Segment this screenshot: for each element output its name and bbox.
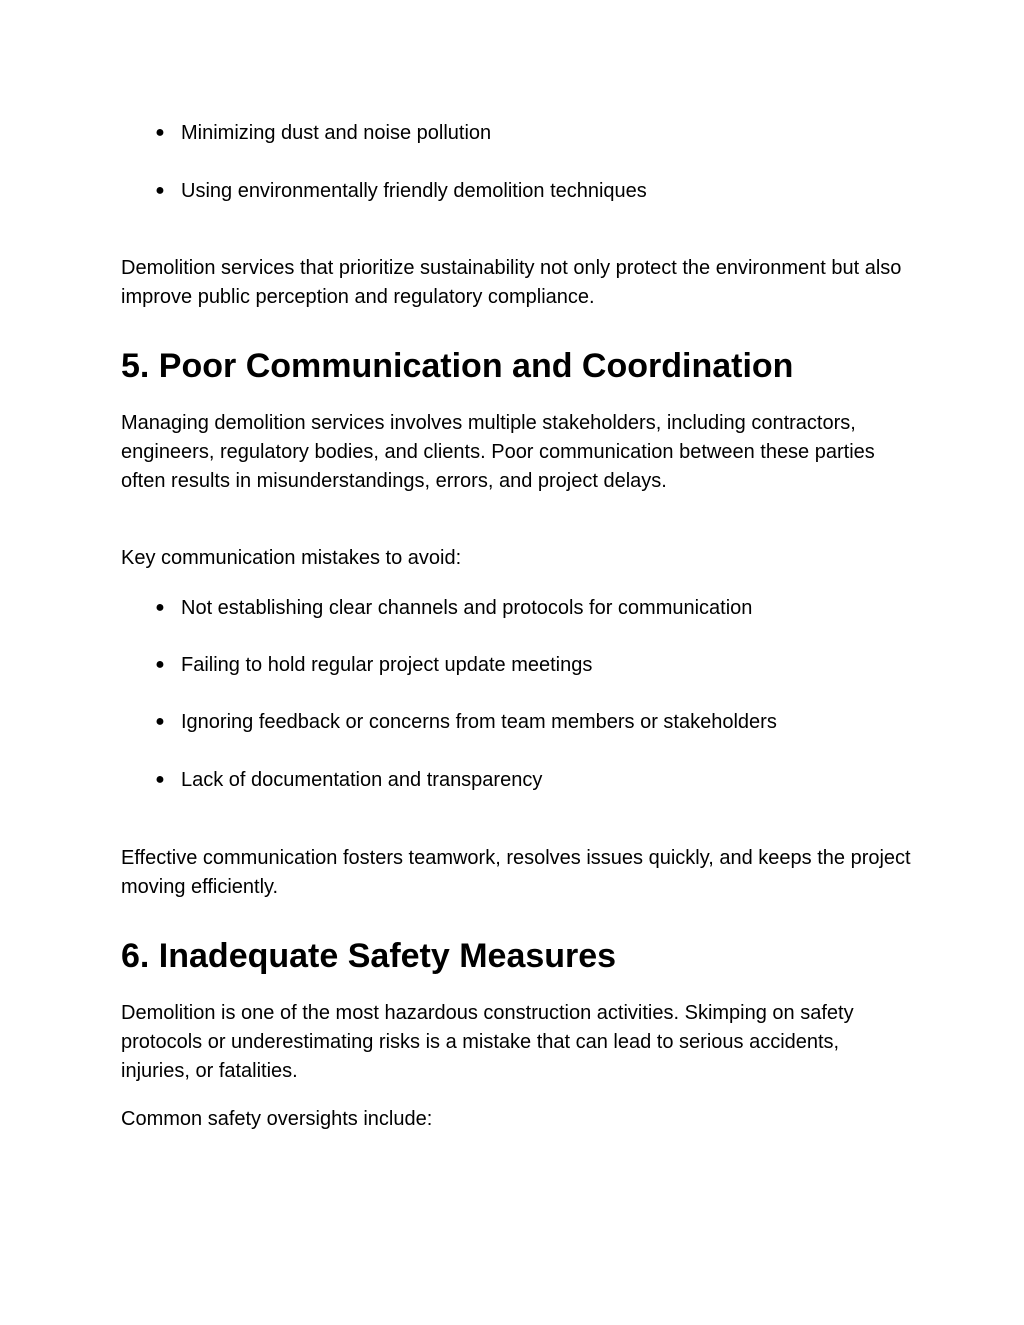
bullet-icon: ●	[155, 124, 165, 141]
section-5-intro: Managing demolition services involves multiple stakeholders, including contractors, engineers, regulatory bodies, and clients. Poor communication between these parties often results in misunderstandings, errors, and project delays.	[121, 412, 875, 492]
section-heading-6: 6. Inadequate Safety Measures	[121, 937, 617, 975]
section-6-intro: Demolition is one of the most hazardous construction activities. Skimping on safety protocols or underestimating risks is a mistake that can lead to serious accidents, injuries, or fatalities.	[121, 1002, 854, 1082]
section-5-closing: Effective communication fosters teamwork, resolves issues quickly, and keeps the project moving efficiently.	[121, 847, 911, 898]
section-heading-5: 5. Poor Communication and Coordination	[121, 347, 794, 385]
list-item-text: Ignoring feedback or concerns from team members or stakeholders	[181, 711, 777, 733]
bullet-icon: ●	[155, 182, 165, 199]
list-item-text: Lack of documentation and transparency	[181, 769, 543, 791]
paragraph-sustainability: Demolition services that prioritize sustainability not only protect the environment but also improve public perception and regulatory compliance.	[121, 257, 902, 308]
bullet-icon: ●	[155, 656, 165, 673]
list-item-text: Not establishing clear channels and protocols for communication	[181, 597, 753, 619]
section-6-list-lead: Common safety oversights include:	[121, 1108, 433, 1130]
list-item-text: Minimizing dust and noise pollution	[181, 122, 492, 144]
list-item-text: Using environmentally friendly demolition techniques	[181, 180, 647, 202]
bullet-icon: ●	[155, 599, 165, 616]
bullet-icon: ●	[155, 713, 165, 730]
list-item-text: Failing to hold regular project update meetings	[181, 654, 593, 676]
bullet-icon: ●	[155, 771, 165, 788]
section-5-list-lead: Key communication mistakes to avoid:	[121, 547, 462, 569]
